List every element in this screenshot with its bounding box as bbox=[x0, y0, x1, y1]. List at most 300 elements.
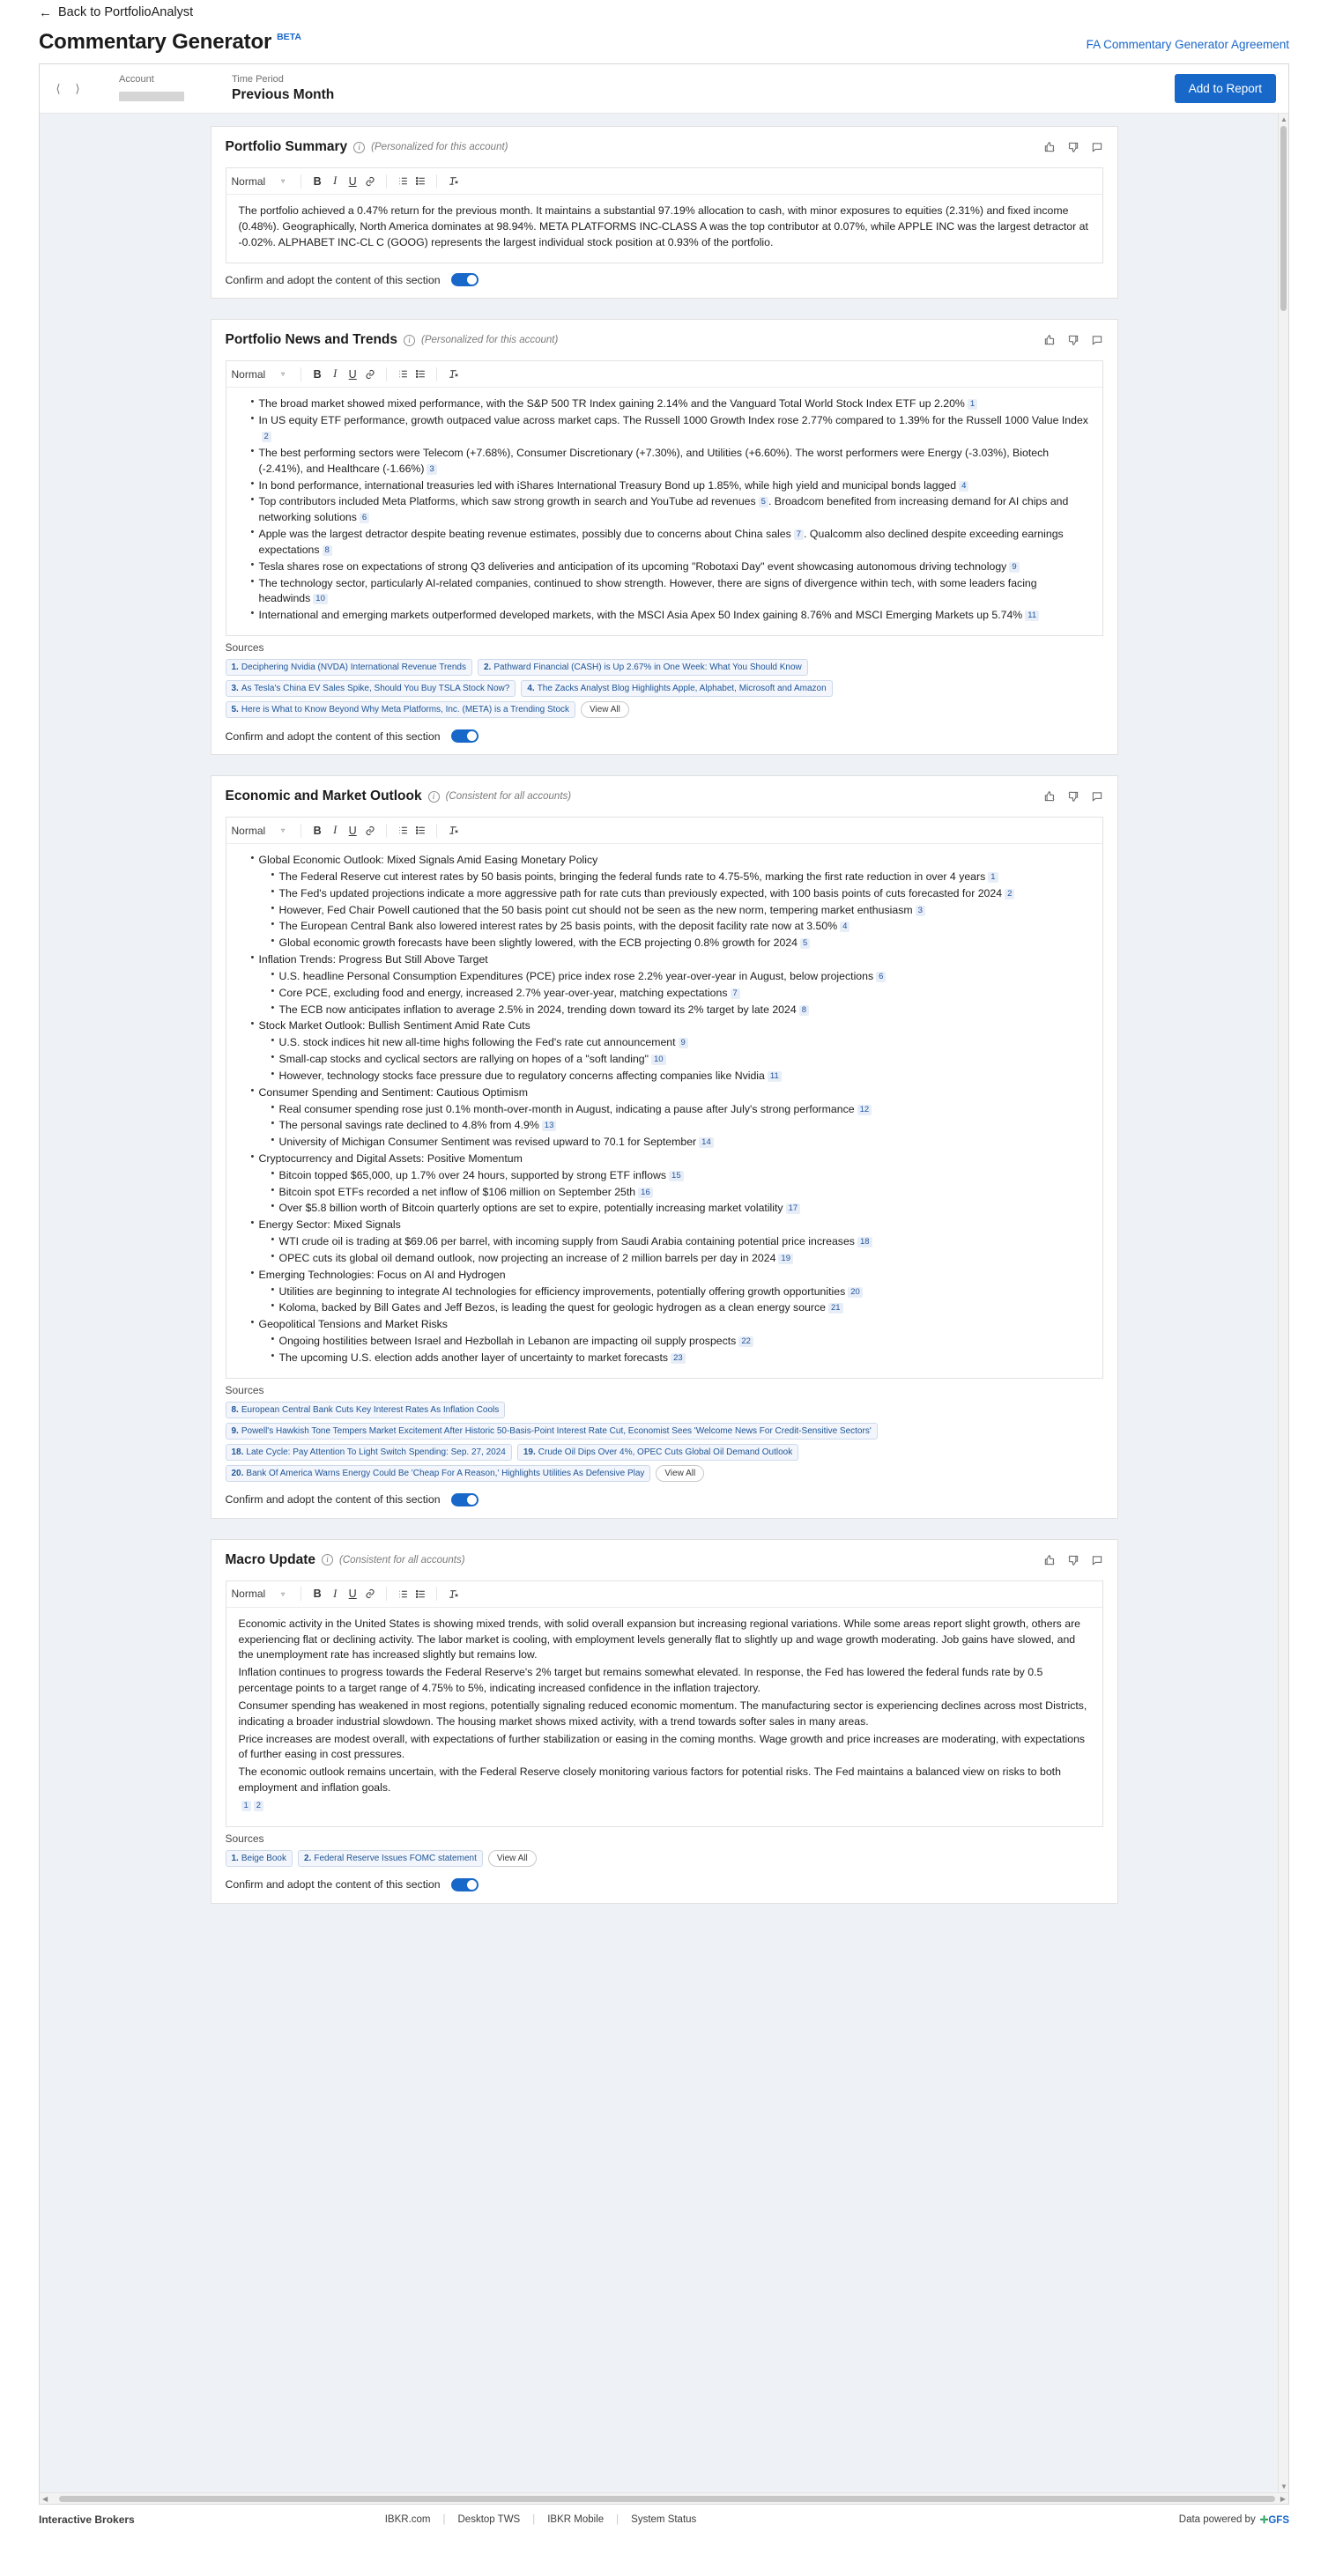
bullet-item bbox=[271, 919, 1090, 935]
source-chip[interactable]: 2. Pathward Financial (CASH) is Up 2.67% in One Week: What You Should Know bbox=[478, 659, 808, 676]
bullet-text: Apple was the largest detractor despite beating revenue estimates, possibly due to concerns about China sales bbox=[258, 528, 791, 541]
section-note: (Personalized for this account) bbox=[371, 142, 508, 152]
comment-icon[interactable] bbox=[1091, 334, 1103, 346]
source-chip[interactable]: 18. Late Cycle: Pay Attention To Light Switch Spending: Sep. 27, 2024 bbox=[226, 1444, 512, 1461]
back-nav-label: Back to PortfolioAnalyst bbox=[58, 5, 194, 19]
citation-badge[interactable]: 3 bbox=[916, 906, 925, 916]
bullet-item bbox=[271, 870, 1090, 885]
style-dropdown[interactable] bbox=[232, 368, 294, 381]
confirm-label: Confirm and adopt the content of this section bbox=[225, 729, 441, 743]
bullet-item bbox=[271, 1003, 1090, 1018]
bullet-item bbox=[271, 1185, 1090, 1201]
bullet-text: Global economic growth forecasts have been slightly lowered, with the ECB projecting 0.8% growth for 2024 bbox=[278, 936, 798, 950]
thumbs-down-icon[interactable] bbox=[1067, 1554, 1079, 1566]
footer-brand: Interactive Brokers bbox=[39, 2513, 135, 2526]
ordered-list-icon[interactable] bbox=[394, 1585, 412, 1603]
bullet-item bbox=[271, 1334, 1090, 1350]
link-icon[interactable] bbox=[361, 1585, 379, 1603]
comment-icon[interactable] bbox=[1091, 790, 1103, 803]
citation-badge[interactable]: 16 bbox=[638, 1188, 653, 1198]
outline-group bbox=[251, 853, 1090, 951]
bullet-text: Over $5.8 billion worth of Bitcoin quarterly options are set to expire, potentially increasing market volatility bbox=[278, 1202, 783, 1215]
bullet-text: Koloma, backed by Bill Gates and Jeff Bezos, is leading the quest for geologic hydrogen as a clean energy source bbox=[278, 1301, 826, 1314]
bullet-text: Core PCE, excluding food and energy, increased 2.7% year-over-year, matching expectations bbox=[278, 986, 728, 999]
scroll-right-arrow-icon[interactable]: ▶ bbox=[1280, 2495, 1286, 2503]
source-chip[interactable]: 20. Bank Of America Warns Energy Could Be 'Cheap For A Reason,' Highlights Utilities As Defensive Play bbox=[226, 1465, 651, 1482]
outline-group bbox=[251, 1218, 1090, 1266]
clear-format-icon[interactable] bbox=[444, 173, 462, 190]
time-period-value: Previous Month bbox=[232, 87, 335, 102]
bullet-item bbox=[271, 903, 1090, 919]
underline-button[interactable]: U bbox=[348, 1588, 357, 1601]
bullet-text: Real consumer spending rose just 0.1% month-over-month in August, indicating a pause after July's strong performance bbox=[278, 1102, 855, 1115]
sources-block bbox=[211, 1379, 1117, 1484]
bullet-text: Top contributors included Meta Platforms, which saw strong growth in search and YouTube ad revenues bbox=[258, 495, 756, 508]
citation-badge[interactable]: 22 bbox=[738, 1336, 753, 1347]
citation-badge[interactable]: 7 bbox=[794, 529, 804, 540]
citation-badge[interactable]: 9 bbox=[679, 1038, 688, 1048]
sources-label: Sources bbox=[225, 1383, 264, 1396]
horizontal-scrollbar[interactable] bbox=[40, 2492, 1288, 2504]
bullet-item bbox=[271, 1234, 1090, 1250]
bullet-item bbox=[251, 396, 1090, 412]
citation-badge[interactable]: 5 bbox=[800, 938, 810, 949]
confirm-label: Confirm and adopt the content of this section bbox=[225, 273, 441, 286]
underline-button[interactable]: U bbox=[348, 824, 357, 837]
confirm-row-macro-update bbox=[211, 1869, 1117, 1903]
source-chip-list bbox=[226, 659, 1103, 718]
outline-sublist bbox=[259, 870, 1090, 951]
citation-badge[interactable]: 12 bbox=[857, 1105, 872, 1115]
citation-badge[interactable]: 9 bbox=[1009, 562, 1019, 573]
italic-button[interactable]: I bbox=[333, 367, 338, 381]
bullet-text: University of Michigan Consumer Sentiment was revised upward to 70.1 for September bbox=[278, 1136, 697, 1149]
chevron-updown-icon: ▿ bbox=[281, 1589, 286, 1598]
bullet-text: The broad market showed mixed performance, with the S&P 500 TR Index gaining 2.14% and the Vanguard Total World Stock Index ETF up 2.20% bbox=[258, 397, 965, 411]
citation-badge[interactable]: 11 bbox=[1025, 611, 1039, 621]
gfs-logo: ✛GFS bbox=[1259, 2515, 1289, 2526]
unordered-list-icon[interactable] bbox=[412, 1585, 429, 1603]
paragraph: The portfolio achieved a 0.47% return for the previous month. It maintains a substantial 97.19% allocation to cash, with minor exposures to equities (2.31%) and fixed income (0.48%). Geographically, North America dominates at 98.94%. META PLATFORMS INC-CLASS A was the top contributor at 0.07%, while APPLE INC was the largest detractor at -0.02%. ALPHABET INC-CL C (GOOG) represents the largest individual stock position at 0.93% of the portfolio. bbox=[238, 204, 1088, 248]
outline-sublist bbox=[259, 1234, 1090, 1267]
bullet-item bbox=[251, 494, 1090, 526]
sources-block bbox=[211, 1827, 1117, 1869]
italic-button[interactable]: I bbox=[333, 824, 338, 837]
citation-badge[interactable]: 8 bbox=[799, 1005, 809, 1016]
section-list bbox=[211, 126, 1118, 1904]
bullet-text: Bitcoin topped $65,000, up 1.7% over 24 hours, supported by strong ETF inflows bbox=[278, 1168, 667, 1181]
outline-heading: Stock Market Outlook: Bullish Sentiment Amid Rate Cuts bbox=[258, 1019, 530, 1033]
thumbs-up-icon[interactable] bbox=[1043, 1554, 1056, 1566]
section-title: Portfolio Summary bbox=[225, 139, 348, 154]
thumbs-down-icon[interactable] bbox=[1067, 790, 1079, 803]
link-icon[interactable] bbox=[361, 173, 379, 190]
view-all-sources-button[interactable]: View All bbox=[488, 1850, 537, 1867]
citation-badge[interactable]: 4 bbox=[959, 481, 968, 492]
bullet-text: The upcoming U.S. election adds another layer of uncertainty to market forecasts bbox=[278, 1351, 669, 1364]
bullet-item bbox=[251, 527, 1090, 559]
confirm-label: Confirm and adopt the content of this section bbox=[225, 1493, 441, 1506]
source-chip[interactable]: 1. Beige Book bbox=[226, 1850, 293, 1867]
account-label: Account bbox=[119, 74, 154, 85]
bullet-text: The personal savings rate declined to 4.8% from 4.9% bbox=[278, 1119, 539, 1132]
bullet-text: The best performing sectors were Telecom (+7.68%), Consumer Discretionary (+7.30%), and Utilities (+6.60%). The worst performers were Energy (-3.03%), Biotech (-2.41%), and Healthcare (-1.66%) bbox=[258, 446, 1050, 475]
account-selector[interactable] bbox=[119, 74, 184, 103]
italic-button[interactable]: I bbox=[333, 1587, 338, 1600]
source-chip-label: Pathward Financial (CASH) is Up 2.67% in One Week: What You Should Know bbox=[493, 663, 802, 673]
time-period-selector[interactable] bbox=[232, 74, 334, 103]
section-header bbox=[211, 1540, 1117, 1573]
panel-toolbar bbox=[40, 64, 1288, 114]
bullet-text: The European Central Bank also lowered interest rates by 25 basis points, with the deposit facility rate now at 3.50% bbox=[278, 920, 838, 933]
style-dropdown-value: Normal bbox=[231, 367, 266, 381]
bullet-text: The ECB now anticipates inflation to average 2.5% in 2024, trending down toward its 2% target by late 2024 bbox=[278, 1003, 797, 1016]
bullet-item bbox=[271, 1351, 1090, 1366]
bullet-item bbox=[271, 986, 1090, 1002]
paragraph: Inflation continues to progress towards the Federal Reserve's 2% target but remains somewhat elevated. In response, the Fed has lowered the federal funds rate by 0.5 percentage points to a target range of 4.75% to 5%, indicating increased confidence in the inflation trajectory. bbox=[238, 1666, 1043, 1695]
sources-block bbox=[211, 636, 1117, 720]
plus-icon: ✛ bbox=[1259, 2515, 1269, 2526]
next-period-button[interactable]: ⟩ bbox=[68, 79, 87, 99]
source-chip-label: Powell's Hawkish Tone Tempers Market Excitement After Historic 50-Basis-Point Interest Rate Cut, Economist Sees 'Welcome News For Credit-Sensitive Sectors' bbox=[241, 1425, 872, 1436]
footer bbox=[0, 2505, 1328, 2538]
sources-label: Sources bbox=[225, 641, 264, 655]
view-all-sources-button[interactable]: View All bbox=[656, 1465, 704, 1482]
style-dropdown[interactable] bbox=[232, 1588, 294, 1600]
bullet-item bbox=[271, 1069, 1090, 1084]
bullet-text: Ongoing hostilities between Israel and Hezbollah in Lebanon are impacting oil supply prospects bbox=[278, 1335, 737, 1348]
citation-badge[interactable]: 3 bbox=[427, 464, 436, 475]
outline-heading: Emerging Technologies: Focus on AI and Hydrogen bbox=[258, 1268, 506, 1281]
page-header bbox=[0, 25, 1328, 55]
bullet-item bbox=[271, 1102, 1090, 1118]
unordered-list-icon[interactable] bbox=[412, 173, 429, 190]
source-chip-label: Here is What to Know Beyond Why Meta Platforms, Inc. (META) is a Trending Stock bbox=[241, 705, 570, 715]
page-title: Commentary Generator bbox=[39, 30, 272, 54]
citation-badge[interactable]: 10 bbox=[313, 594, 328, 604]
comment-icon[interactable] bbox=[1091, 141, 1103, 153]
source-chip[interactable]: 8. European Central Bank Cuts Key Interest Rates As Inflation Cools bbox=[226, 1402, 506, 1418]
rich-text-toolbar[interactable] bbox=[226, 1581, 1102, 1608]
rich-text-toolbar[interactable] bbox=[226, 361, 1102, 388]
bullet-item bbox=[251, 478, 1090, 494]
editor-content[interactable] bbox=[226, 388, 1102, 635]
clear-format-icon[interactable] bbox=[444, 1585, 462, 1603]
chevron-updown-icon: ▿ bbox=[281, 826, 286, 835]
citation-badge[interactable]: 5 bbox=[759, 497, 768, 507]
bullet-item bbox=[251, 413, 1090, 445]
beta-badge: BETA bbox=[277, 32, 301, 42]
bullet-text: U.S. stock indices hit new all-time highs following the Fed's rate cut announcement bbox=[278, 1036, 676, 1049]
section-editor[interactable] bbox=[226, 360, 1103, 636]
panel-scroll-area bbox=[40, 114, 1288, 2492]
bullet-item bbox=[271, 1118, 1090, 1134]
outline-heading: Cryptocurrency and Digital Assets: Positive Momentum bbox=[258, 1151, 523, 1165]
bullet-text: Tesla shares rose on expectations of strong Q3 deliveries and anticipation of its upcoming "Robotaxi Day" event showcasing autonomous driving technology bbox=[258, 559, 1007, 573]
outline-group bbox=[251, 1151, 1090, 1217]
bullet-text: Utilities are beginning to integrate AI technologies for efficiency improvements, potentially offering growth opportunities bbox=[278, 1284, 846, 1298]
bullet-text: In bond performance, international treasuries led with iShares International Treasury Bond up 1.85%, while high yield and municipal bonds lagged bbox=[258, 478, 957, 492]
bullet-item bbox=[271, 1201, 1090, 1217]
footer-link-1[interactable]: Desktop TWS bbox=[457, 2514, 521, 2525]
ordered-list-icon[interactable] bbox=[394, 822, 412, 840]
rich-text-toolbar[interactable] bbox=[226, 168, 1102, 195]
scroll-up-arrow-icon[interactable]: ▲ bbox=[1280, 115, 1287, 123]
confirm-toggle[interactable] bbox=[451, 273, 479, 286]
editor-content[interactable] bbox=[226, 195, 1102, 263]
outline-group bbox=[251, 1085, 1090, 1151]
time-period-label: Time Period bbox=[232, 74, 284, 85]
bullet-item bbox=[271, 886, 1090, 902]
citation-badge[interactable]: 1 bbox=[968, 399, 977, 410]
source-chip-list bbox=[226, 1402, 1103, 1482]
section-header bbox=[211, 776, 1117, 810]
add-to-report-button[interactable]: Add to Report bbox=[1175, 74, 1276, 103]
bullet-text: International and emerging markets outperformed developed markets, with the MSCI Asia Apex 50 Index gaining 8.76% and MSCI Emerging Markets up 5.74% bbox=[258, 609, 1023, 622]
section-header bbox=[211, 127, 1117, 160]
source-chip[interactable]: 1. Deciphering Nvidia (NVDA) International Revenue Trends bbox=[226, 659, 472, 676]
bullet-text: U.S. headline Personal Consumption Expenditures (PCE) price index rose 2.2% year-over-year in August, below projections bbox=[278, 969, 874, 982]
citation-badge[interactable]: 10 bbox=[651, 1055, 666, 1065]
bullet-item bbox=[271, 1135, 1090, 1151]
thumbs-up-icon[interactable] bbox=[1043, 334, 1056, 346]
source-chip-label: The Zacks Analyst Blog Highlights Apple, Alphabet, Microsoft and Amazon bbox=[537, 684, 827, 694]
chevron-updown-icon: ▿ bbox=[281, 177, 286, 185]
source-chip[interactable]: 9. Powell's Hawkish Tone Tempers Market Excitement After Historic 50-Basis-Point Interest Rate Cut, Economist Sees 'Welcome News For Credit-Sensitive Sectors' bbox=[226, 1423, 878, 1440]
confirm-toggle[interactable] bbox=[451, 1878, 479, 1891]
footer-links[interactable]: IBKR.com | Desktop TWS | IBKR Mobile | System Status bbox=[373, 2514, 709, 2525]
clear-format-icon[interactable] bbox=[444, 822, 462, 840]
link-icon[interactable] bbox=[361, 822, 379, 840]
view-all-sources-button[interactable]: View All bbox=[581, 701, 629, 718]
link-icon[interactable] bbox=[361, 366, 379, 383]
section-title: Macro Update bbox=[225, 1551, 315, 1567]
info-icon[interactable]: i bbox=[428, 791, 440, 803]
citation-badge[interactable]: 1 bbox=[988, 872, 998, 883]
outline-group bbox=[251, 1317, 1090, 1366]
bullet-item bbox=[251, 608, 1090, 624]
outline-sublist bbox=[259, 1168, 1090, 1217]
vertical-scrollbar-thumb[interactable] bbox=[1280, 126, 1287, 311]
citation-badge[interactable]: 2 bbox=[254, 1801, 263, 1811]
chevron-updown-icon: ▿ bbox=[281, 370, 286, 379]
citation-badge[interactable]: 4 bbox=[840, 922, 849, 932]
thumbs-up-icon[interactable] bbox=[1043, 790, 1056, 803]
bullet-list bbox=[239, 396, 1090, 624]
back-nav[interactable] bbox=[0, 0, 1328, 25]
section-editor[interactable] bbox=[226, 1580, 1103, 1827]
citation-badge[interactable]: 23 bbox=[671, 1353, 686, 1364]
bullet-item bbox=[271, 1168, 1090, 1184]
citation-badge[interactable]: 17 bbox=[786, 1203, 801, 1214]
bullet-item bbox=[271, 969, 1090, 985]
bullet-text: The technology sector, particularly AI-related companies, continued to show strength. However, there are signs of divergence within tech, with some leaders facing headwinds bbox=[258, 576, 1037, 605]
source-chip-label: As Tesla's China EV Sales Spike, Should You Buy TSLA Stock Now? bbox=[241, 684, 510, 694]
paragraph: Consumer spending has weakened in most regions, potentially signaling reduced economic momentum. The manufacturing sector is experiencing declines across most Districts, indicating a broader industrial slowdown. The housing market shows mixed activity, with a trend towards softer sales in many areas. bbox=[238, 1699, 1087, 1728]
thumbs-up-icon[interactable] bbox=[1043, 141, 1056, 153]
style-dropdown-value: Normal bbox=[231, 174, 266, 188]
info-icon[interactable]: i bbox=[404, 335, 415, 346]
source-chip[interactable]: 2. Federal Reserve Issues FOMC statement bbox=[298, 1850, 483, 1867]
thumbs-down-icon[interactable] bbox=[1067, 334, 1079, 346]
section-card-portfolio-news-and-trends bbox=[211, 319, 1118, 755]
source-chip-label: Crude Oil Dips Over 4%, OPEC Cuts Global Oil Demand Outlook bbox=[538, 1447, 793, 1457]
source-chip-label: European Central Bank Cuts Key Interest Rates As Inflation Cools bbox=[241, 1404, 500, 1415]
arrow-left-icon: ← bbox=[39, 4, 52, 20]
horizontal-scrollbar-thumb[interactable] bbox=[59, 2496, 1275, 2502]
style-dropdown[interactable] bbox=[232, 825, 294, 837]
style-dropdown-value: Normal bbox=[231, 824, 266, 837]
bold-button[interactable]: B bbox=[313, 1588, 322, 1601]
citation-badge[interactable]: 18 bbox=[857, 1237, 872, 1247]
citation-badge[interactable]: 13 bbox=[542, 1121, 557, 1131]
account-value-masked bbox=[119, 92, 184, 101]
outline-sublist bbox=[259, 1334, 1090, 1366]
outline-sublist bbox=[259, 969, 1090, 1018]
source-chip-label: Deciphering Nvidia (NVDA) International Revenue Trends bbox=[241, 663, 466, 673]
bullet-text: . Broadcom benefited from increasing demand for AI chips and networking solutions bbox=[258, 495, 1069, 524]
info-icon[interactable]: i bbox=[322, 1554, 333, 1566]
scroll-down-arrow-icon[interactable]: ▼ bbox=[1280, 2483, 1287, 2491]
confirm-row-portfolio-news-and-trends bbox=[211, 720, 1117, 754]
section-title: Economic and Market Outlook bbox=[225, 788, 422, 804]
citation-badge[interactable]: 8 bbox=[323, 545, 332, 556]
data-powered-by-label: Data powered by bbox=[1178, 2514, 1256, 2525]
unordered-list-icon[interactable] bbox=[412, 822, 429, 840]
outline-sublist bbox=[259, 1035, 1090, 1084]
section-note: (Consistent for all accounts) bbox=[339, 1554, 465, 1566]
citation-badge[interactable]: 7 bbox=[731, 988, 740, 999]
section-title: Portfolio News and Trends bbox=[225, 332, 397, 348]
bold-button[interactable]: B bbox=[313, 174, 322, 188]
outline-heading: Global Economic Outlook: Mixed Signals Amid Easing Monetary Policy bbox=[258, 854, 598, 867]
bullet-text: . Qualcomm also declined despite exceeding earnings expectations bbox=[258, 528, 1064, 556]
commentary-panel bbox=[39, 63, 1289, 2505]
ordered-list-icon[interactable] bbox=[394, 173, 412, 190]
scroll-left-arrow-icon[interactable]: ◀ bbox=[42, 2495, 48, 2503]
outline-heading: Energy Sector: Mixed Signals bbox=[258, 1218, 401, 1232]
source-chip-list bbox=[226, 1850, 1103, 1867]
bullet-item bbox=[251, 446, 1090, 477]
outline-group bbox=[251, 952, 1090, 1018]
citation-badge[interactable]: 14 bbox=[699, 1137, 714, 1148]
citation-badge[interactable]: 2 bbox=[262, 432, 271, 442]
bullet-text: The Fed's updated projections indicate a more aggressive path for rate cuts than previously expected, with 100 basis points of cuts forecasted for 2024 bbox=[278, 886, 1003, 899]
source-chip[interactable]: 5. Here is What to Know Beyond Why Meta Platforms, Inc. (META) is a Trending Stock bbox=[226, 701, 576, 718]
editor-content[interactable] bbox=[226, 1608, 1102, 1826]
rich-text-toolbar[interactable] bbox=[226, 818, 1102, 844]
bullet-item bbox=[251, 576, 1090, 608]
section-card-economic-and-market-outlook bbox=[211, 775, 1118, 1519]
citation-badge[interactable]: 15 bbox=[669, 1171, 684, 1181]
confirm-label: Confirm and adopt the content of this section bbox=[225, 1878, 441, 1891]
info-icon[interactable]: i bbox=[353, 142, 365, 153]
section-note: (Consistent for all accounts) bbox=[445, 791, 572, 803]
editor-content[interactable] bbox=[226, 844, 1102, 1378]
citation-badge[interactable]: 19 bbox=[778, 1254, 793, 1264]
confirm-toggle[interactable] bbox=[451, 729, 479, 743]
bullet-text: In US equity ETF performance, growth outpaced value across market caps. The Russell 1000 Growth Index rose 2.77% compared to 1.39% for the Russell 1000 Value Index bbox=[258, 414, 1088, 427]
outline-group bbox=[251, 1018, 1090, 1084]
source-chip[interactable]: 3. As Tesla's China EV Sales Spike, Should You Buy TSLA Stock Now? bbox=[226, 680, 516, 697]
sources-label: Sources bbox=[225, 1832, 264, 1845]
bullet-text: OPEC cuts its global oil demand outlook, now projecting an increase of 2 million barrels per day in 2024 bbox=[278, 1251, 776, 1264]
outline-heading: Inflation Trends: Progress But Still Above Target bbox=[258, 953, 488, 966]
footer-link-0[interactable]: IBKR.com bbox=[384, 2514, 431, 2525]
outline-heading: Geopolitical Tensions and Market Risks bbox=[258, 1318, 448, 1331]
bullet-text: The Federal Reserve cut interest rates by 50 basis points, bringing the federal funds rate to 4.75-5%, marking the first rate reduction in over 4 years bbox=[278, 870, 986, 883]
paragraph: Price increases are modest overall, with expectations of further stabilization or easing in the coming months. Wage growth and price increases are moderating, with expectations of further easing in cost pressures. bbox=[238, 1732, 1086, 1761]
bullet-text: Bitcoin spot ETFs recorded a net inflow of $106 million on September 25th bbox=[278, 1185, 636, 1198]
underline-button[interactable]: U bbox=[348, 174, 357, 188]
outline-heading: Consumer Spending and Sentiment: Cautious Optimism bbox=[258, 1085, 529, 1099]
style-dropdown-value: Normal bbox=[231, 1588, 266, 1601]
citation-badge[interactable]: 20 bbox=[848, 1287, 863, 1298]
bold-button[interactable]: B bbox=[313, 367, 322, 381]
outline-group bbox=[251, 1268, 1090, 1316]
bullet-item bbox=[271, 936, 1090, 951]
citation-badge[interactable]: 6 bbox=[360, 513, 369, 523]
section-card-macro-update bbox=[211, 1539, 1118, 1904]
citation-badge[interactable]: 11 bbox=[768, 1071, 782, 1082]
thumbs-down-icon[interactable] bbox=[1067, 141, 1079, 153]
bullet-text: However, technology stocks face pressure due to regulatory concerns affecting companies like Nvidia bbox=[278, 1069, 765, 1082]
source-chip-label: Beige Book bbox=[241, 1853, 286, 1863]
bullet-text: WTI crude oil is trading at $69.06 per barrel, with incoming supply from Saudi Arabia containing potential price increases bbox=[278, 1235, 855, 1248]
bold-button[interactable]: B bbox=[313, 824, 322, 837]
agreement-link[interactable]: FA Commentary Generator Agreement bbox=[1086, 38, 1289, 51]
paragraph-citations bbox=[239, 1798, 1090, 1814]
source-chip-label: Bank Of America Warns Energy Could Be 'Cheap For A Reason,' Highlights Utilities As Defensive Play bbox=[246, 1468, 645, 1478]
clear-format-icon[interactable] bbox=[444, 366, 462, 383]
citation-badge[interactable]: 1 bbox=[241, 1801, 251, 1811]
italic-button[interactable]: I bbox=[333, 174, 338, 187]
paragraph: Economic activity in the United States is showing mixed trends, with solid overall expansion but increasing regional variations. While some areas report slight growth, others are experiencing flat or declining activity. The labor market is cooling, with employment levels generally flat to slightly up and wage growth moderating. Job gains have slowed, and the unemployment rate has increased slightly but remains low. bbox=[238, 1617, 1081, 1662]
citation-badge[interactable]: 6 bbox=[876, 972, 886, 982]
vertical-scrollbar[interactable] bbox=[1278, 114, 1288, 2492]
section-note: (Personalized for this account) bbox=[421, 335, 559, 346]
source-chip[interactable]: 19. Crude Oil Dips Over 4%, OPEC Cuts Global Oil Demand Outlook bbox=[517, 1444, 798, 1461]
comment-icon[interactable] bbox=[1091, 1554, 1103, 1566]
confirm-row-economic-and-market-outlook bbox=[211, 1484, 1117, 1518]
ordered-list-icon[interactable] bbox=[394, 366, 412, 383]
unordered-list-icon[interactable] bbox=[412, 366, 429, 383]
bullet-text: Small-cap stocks and cyclical sectors are rallying on hopes of a "soft landing" bbox=[278, 1053, 649, 1066]
prev-period-button[interactable]: ⟨ bbox=[48, 79, 68, 99]
outline-sublist bbox=[259, 1284, 1090, 1317]
citation-badge[interactable]: 2 bbox=[1005, 889, 1014, 899]
bullet-item bbox=[271, 1284, 1090, 1300]
confirm-toggle[interactable] bbox=[451, 1493, 479, 1506]
style-dropdown[interactable] bbox=[232, 175, 294, 188]
section-editor[interactable] bbox=[226, 167, 1103, 263]
section-editor[interactable] bbox=[226, 817, 1103, 1379]
bullet-item bbox=[271, 1035, 1090, 1051]
section-card-portfolio-summary bbox=[211, 126, 1118, 299]
paragraph: The economic outlook remains uncertain, with the Federal Reserve closely monitoring various factors for potential risks. The Fed maintains a balanced view on risks to both employment and inflation goals. bbox=[238, 1765, 1061, 1795]
footer-link-2[interactable]: IBKR Mobile bbox=[547, 2514, 605, 2525]
bullet-item bbox=[271, 1300, 1090, 1316]
underline-button[interactable]: U bbox=[348, 367, 357, 381]
outline-sublist bbox=[259, 1102, 1090, 1151]
source-chip[interactable]: 4. The Zacks Analyst Blog Highlights Apple, Alphabet, Microsoft and Amazon bbox=[521, 680, 832, 697]
section-header bbox=[211, 320, 1117, 353]
footer-link-3[interactable]: System Status bbox=[631, 2514, 697, 2525]
bullet-item bbox=[251, 559, 1090, 575]
citation-badge[interactable]: 21 bbox=[828, 1303, 843, 1314]
source-chip-label: Federal Reserve Issues FOMC statement bbox=[314, 1853, 477, 1863]
bullet-text: However, Fed Chair Powell cautioned that the 50 basis point cut should not be seen as the new norm, tempering market enthusiasm bbox=[278, 903, 913, 916]
